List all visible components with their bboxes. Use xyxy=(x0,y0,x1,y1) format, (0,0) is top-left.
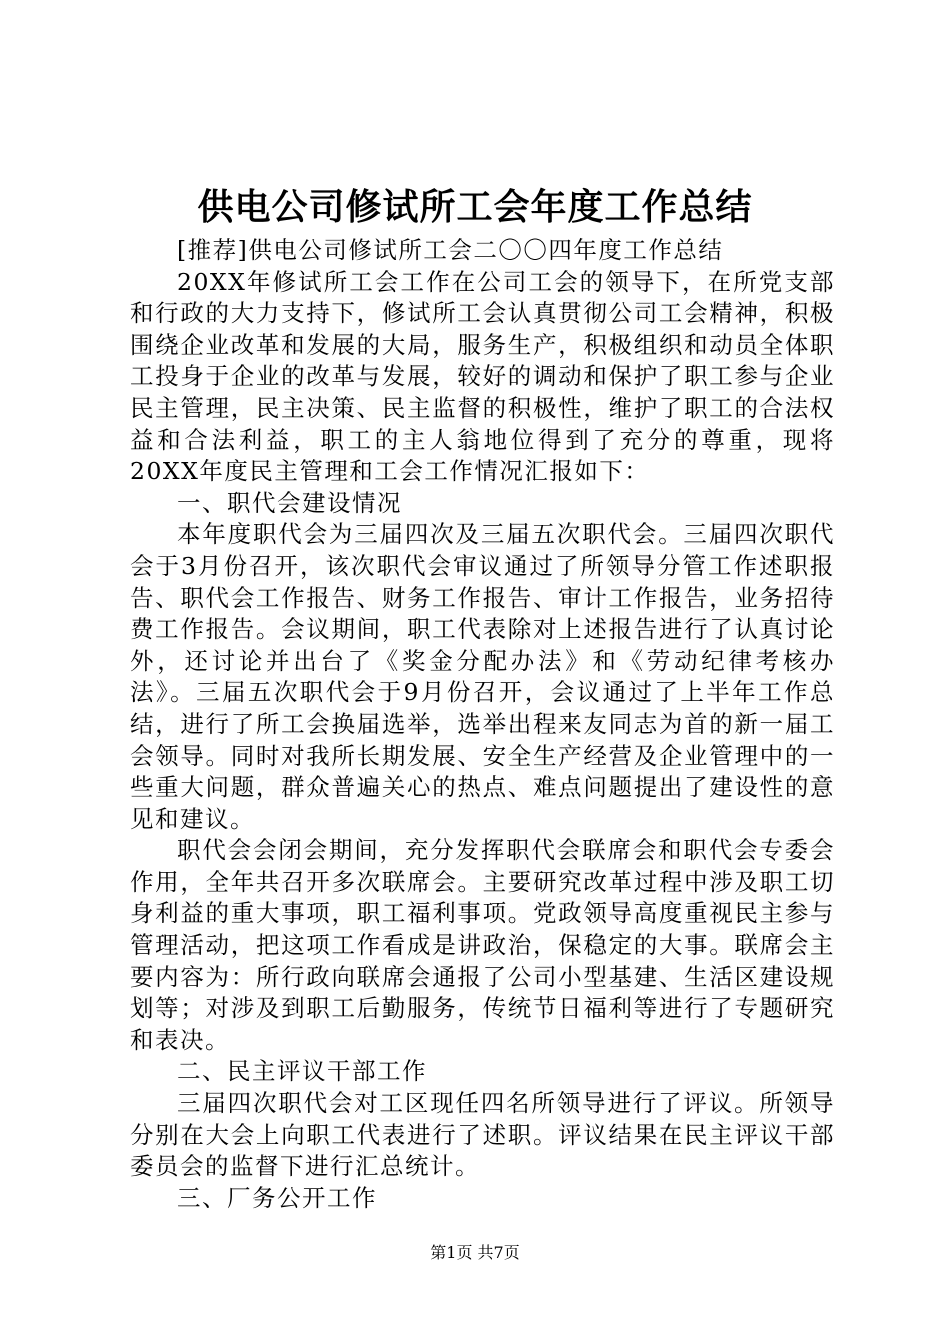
section-heading-1: 一、职代会建设情况 xyxy=(177,488,402,517)
intro-paragraph: 20XX年修试所工会工作在公司工会的领导下，在所党支部和行政的大力支持下，修试所工会认真贯彻公司工会精神，积极围绕企业改革和发展的大局，服务生产，积极组织和动员全体职工投身于企业的改革与发展，较好的调动和保护了职工参与企业民主管理，民主决策、民主监督的积极性，维护了职工的合法权益和合法利益，职工的主人翁地位得到了充分的尊重，现将20XX年度民主管理和工会工作情况汇报如下： xyxy=(130,267,835,486)
section-heading-2: 二、民主评议干部工作 xyxy=(177,1057,427,1086)
document-title: 供电公司修试所工会年度工作总结 xyxy=(197,186,753,228)
page-number-footer: 第1页 共7页 xyxy=(430,1243,520,1262)
document-body xyxy=(130,235,835,1214)
recommend-line: [推荐]供电公司修试所工会二〇〇四年度工作总结 xyxy=(177,236,724,264)
section-1-paragraph-2: 职代会会闭会期间，充分发挥职代会联席会和职代会专委会作用，全年共召开多次联席会。主要研究改革过程中涉及职工切身利益的重大事项，职工福利事项。党政领导高度重视民主参与管理活动，把这项工作看成是讲政治，保稳定的大事。联席会主要内容为：所行政向联席会通报了公司小型基建、生活区建设规划等；对涉及到职工后勤服务，传统节日福利等进行了专题研究和表决。 xyxy=(130,836,835,1054)
section-2-paragraph-1: 三届四次职代会对工区现任四名所领导进行了评议。所领导分别在大会上向职工代表进行了述职。评议结果在民主评议干部委员会的监督下进行汇总统计。 xyxy=(130,1089,835,1181)
section-1-paragraph-1: 本年度职代会为三届四次及三届五次职代会。三届四次职代会于3月份召开，该次职代会审议通过了所领导分管工作述职报告、职代会工作报告、财务工作报告、审计工作报告，业务招待费工作报告。会议期间，职工代表除对上述报告进行了认真讨论外，还讨论并出台了《奖金分配办法》和《劳动纪律考核办法》。三届五次职代会于9月份召开，会议通过了上半年工作总结，进行了所工会换届选举，选举出程来友同志为首的新一届工会领导。同时对我所长期发展、安全生产经营及企业管理中的一些重大问题，群众普遍关心的热点、难点问题提出了建设性的意见和建议。 xyxy=(130,520,835,833)
section-heading-3: 三、厂务公开工作 xyxy=(177,1183,377,1212)
